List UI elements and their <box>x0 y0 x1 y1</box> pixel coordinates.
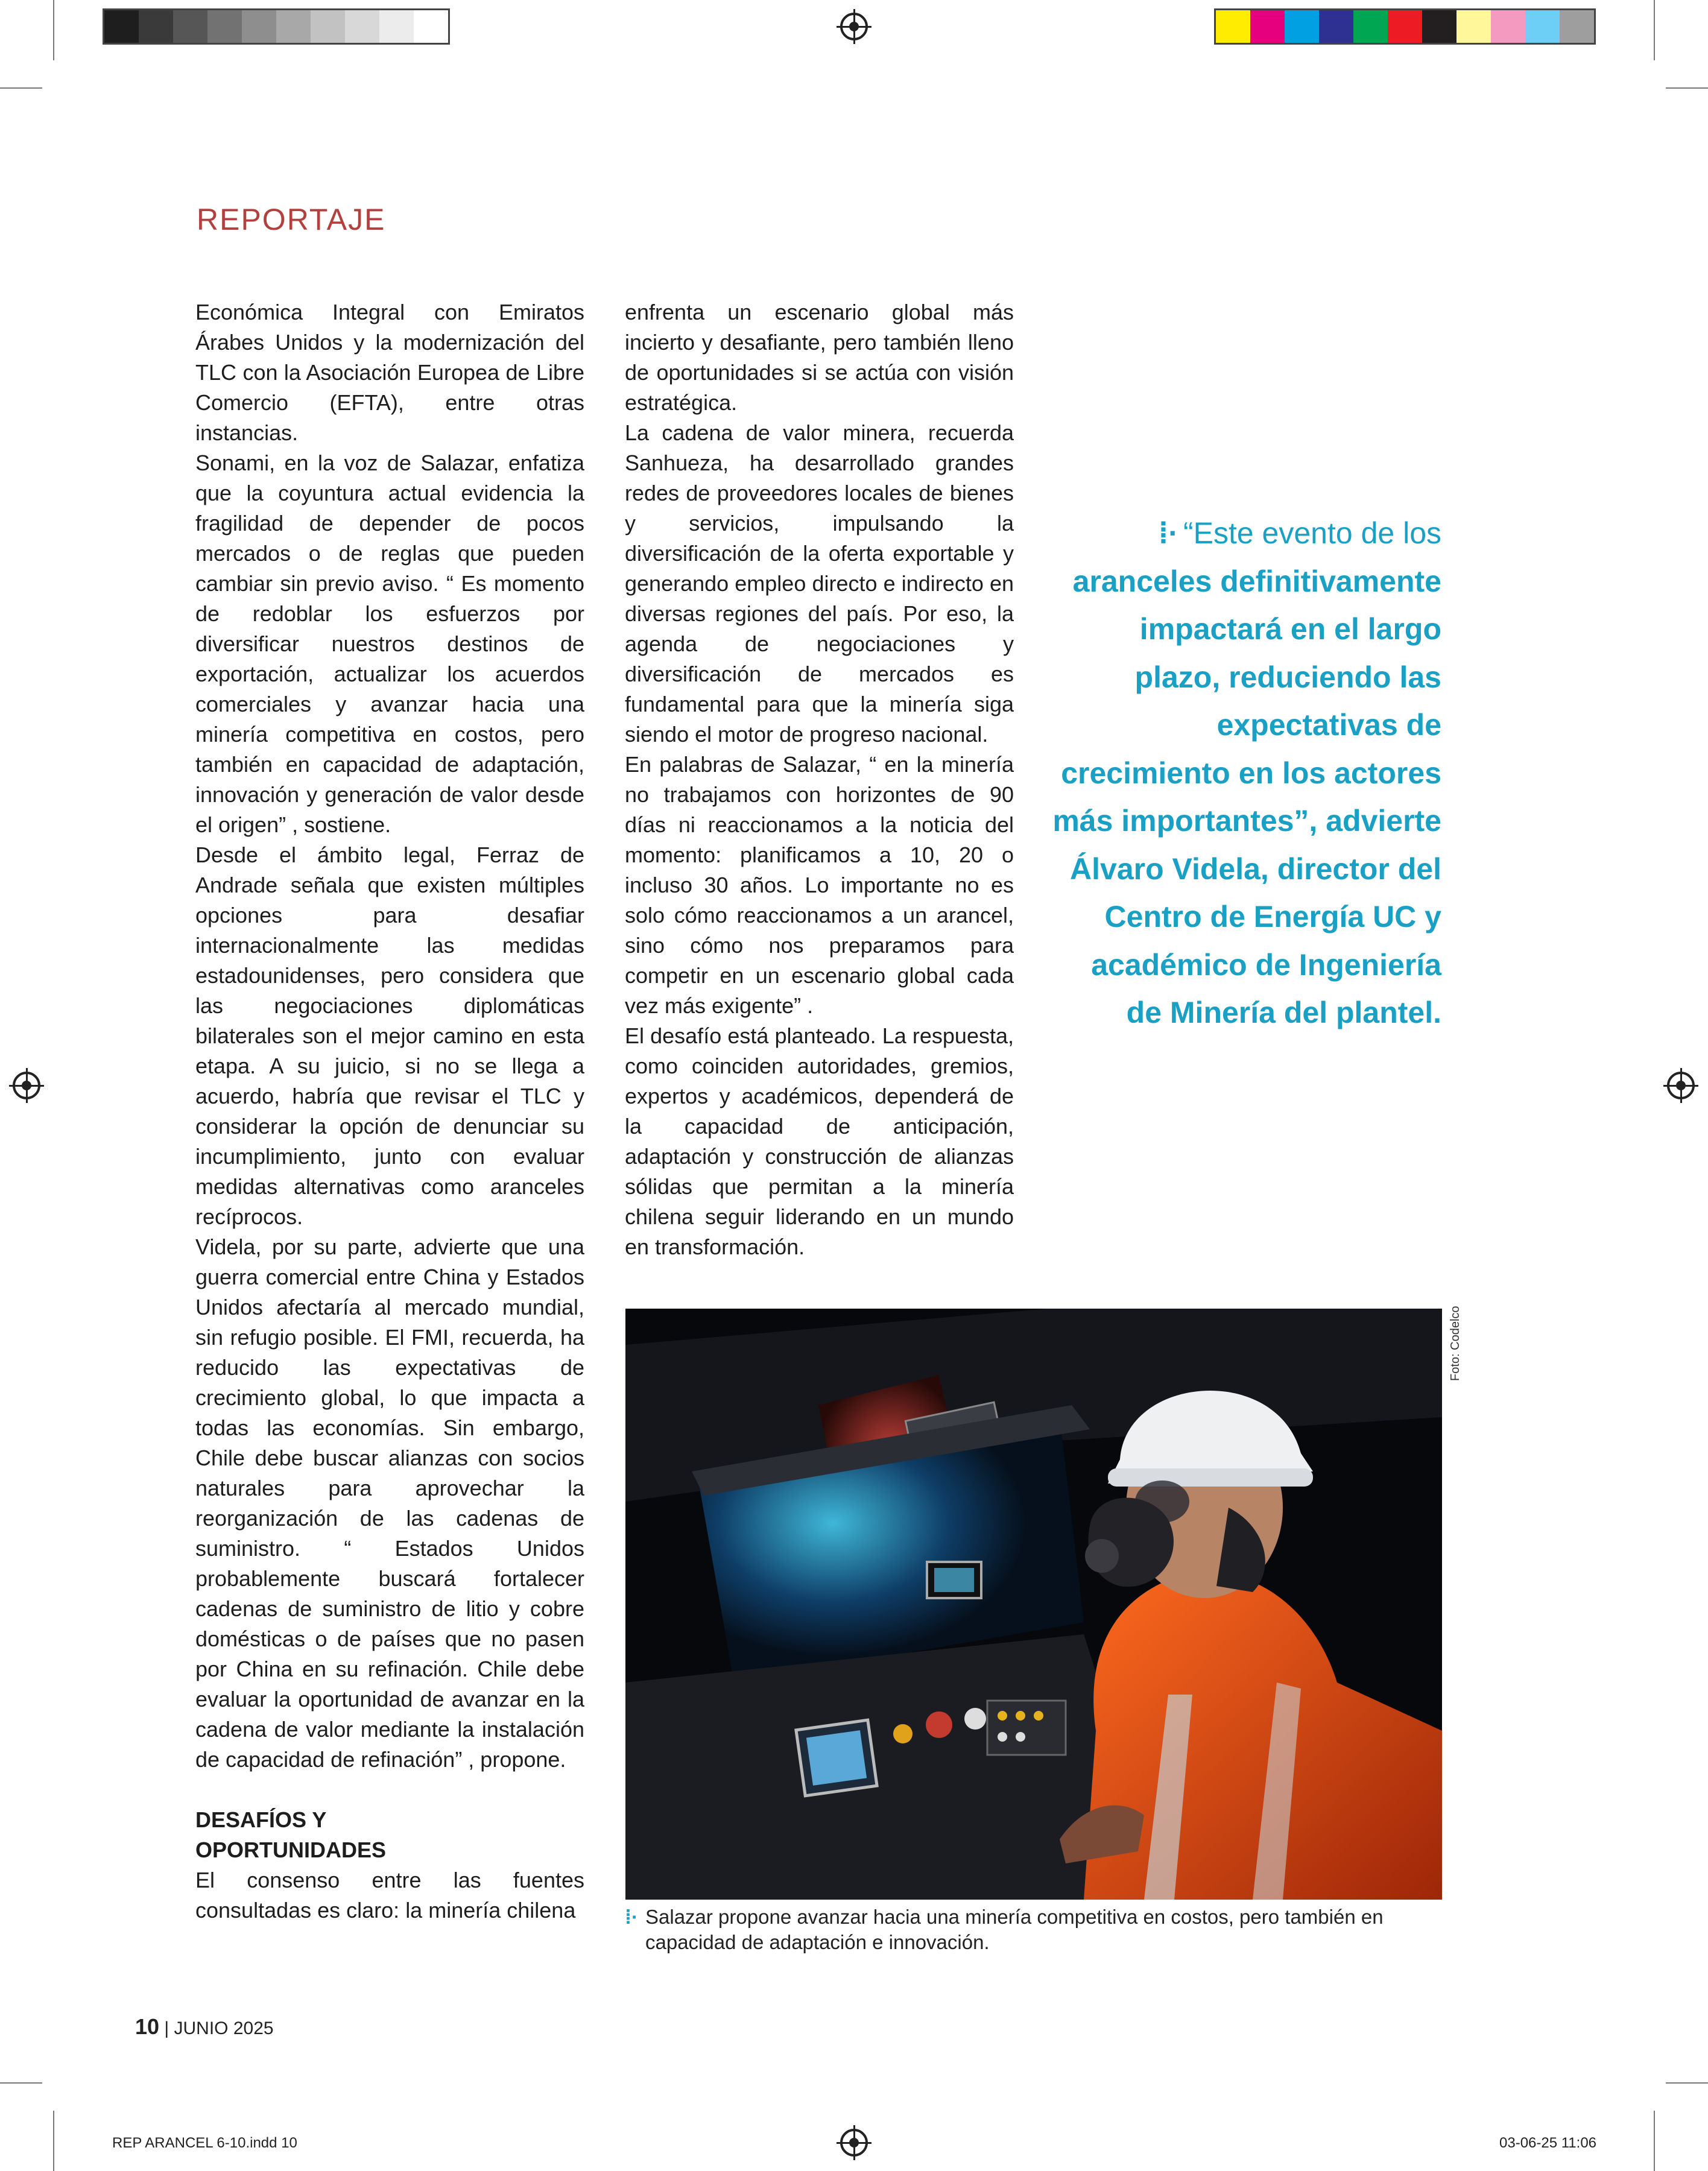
article-column-1 <box>195 297 584 1926</box>
paragraph: Videla, por su parte, advierte que una guerra comercial entre China y Estados Unidos afectaría al mercado mundial, sin refugio posible. El FMI, recuerda, ha reducido las expectativas de crecimiento global, lo que impacta a todas las economías. Sin embargo, Chile debe buscar alianzas con socios naturales para aprovechar la reorganización de las cadenas de suministro. “ Estados Unidos probablemente buscará fortalecer cadenas de suministro de litio y cobre domésticas o de países que no pasen por China en su refinación. Chile debe evaluar la oportunidad de avanzar en la cadena de valor mediante la instalación de capacidad de refinación” , propone. <box>195 1234 584 1772</box>
paragraph: El consenso entre las fuentes consultadas es claro: la minería chilena <box>195 1868 584 1923</box>
crop-mark <box>1654 2111 1655 2171</box>
crop-mark <box>1666 87 1708 89</box>
color-swatch <box>1525 10 1560 43</box>
crop-mark <box>53 2111 54 2171</box>
paragraph: El desafío está planteado. La respuesta, como coinciden autoridades, gremios, expertos y académicos, dependerá de la capacidad de anticipación, adaptación y construcción de alianzas sólidas que permitan a la minería chilena seguir liderando en un mundo en transformación. <box>625 1023 1014 1259</box>
crop-mark <box>0 2082 42 2084</box>
section-label: REPORTAJE <box>197 203 386 236</box>
paragraph: enfrenta un escenario global más incierto y desafiante, pero también lleno de oportunidades si se actúa con visión estratégica. <box>625 300 1014 415</box>
color-swatch <box>1491 10 1525 43</box>
color-swatch <box>104 10 139 43</box>
color-swatch <box>1560 10 1594 43</box>
slug-filename: REP ARANCEL 6-10.indd 10 <box>112 2135 297 2151</box>
crop-mark <box>1654 0 1655 60</box>
registration-mark-bottom <box>840 2129 868 2157</box>
color-swatch <box>207 10 242 43</box>
registration-mark-left <box>13 1072 40 1099</box>
quote-bullet-icon: ⁞· <box>1158 516 1178 550</box>
color-swatch <box>345 10 379 43</box>
grayscale-color-bar <box>103 8 450 45</box>
mining-operator-photo <box>625 1309 1442 1900</box>
subheading: DESAFÍOS Y OPORTUNIDADES <box>195 1807 387 1862</box>
color-swatch <box>139 10 173 43</box>
registration-mark-right <box>1667 1072 1695 1099</box>
paragraph: La cadena de valor minera, recuerda Sanhueza, ha desarrollado grandes redes de proveedores locales de bienes y servicios, impulsando la diversificación de la oferta exportable y generando empleo directo e indirecto en diversas regiones del país. Por eso, la agenda de negociaciones y diversificación de mercados es fundamental para que la minería siga siendo el motor de progreso nacional. <box>625 420 1014 747</box>
photo-credit: Foto: Codelco <box>1449 1306 1462 1381</box>
caption-text: Salazar propone avanzar hacia una minería competitiva en costos, pero también en capacidad de adaptación e innovación. <box>645 1906 1384 1953</box>
pull-quote <box>1049 510 1441 1037</box>
crop-mark <box>0 87 42 89</box>
photo-caption <box>625 1904 1445 1955</box>
page-folio: 10 | JUNIO 2025 <box>135 2014 274 2039</box>
pull-quote-lead: “Este evento de los <box>1183 516 1441 550</box>
color-swatch <box>1319 10 1353 43</box>
issue-date: JUNIO 2025 <box>174 2018 274 2038</box>
color-swatch <box>379 10 414 43</box>
paragraph: Económica Integral con Emiratos Árabes Unidos y la modernización del TLC con la Asociación Europea de Libre Comercio (EFTA), entre otras instancias. <box>195 300 584 445</box>
paragraph: En palabras de Salazar, “ en la minería no trabajamos con horizontes de 90 días ni reaccionamos a la noticia del momento: planificamos a 10, 20 o incluso 30 años. Lo importante no es solo cómo reaccionamos a un arancel, sino cómo nos preparamos para competir en un escenario global cada vez más exigente” . <box>625 752 1014 1018</box>
pull-quote-body: aranceles definitivamente impactará en el largo plazo, reduciendo las expectativas de crecimiento en los actores más importantes”, advierte Álvaro Videla, director del Centro de Energía UC y académico de Ingeniería de Minería del plantel. <box>1052 564 1441 1029</box>
crop-mark <box>53 0 54 60</box>
color-swatch <box>311 10 345 43</box>
paragraph: Sonami, en la voz de Salazar, enfatiza que la coyuntura actual evidencia la fragilidad de depender de pocos mercados o de reglas que pueden cambiar sin previo aviso. “ Es momento de redoblar los esfuerzos por diversificar nuestros destinos de exportación, actualizar los acuerdos comerciales y avanzar hacia una minería competitiva en costos, pero también en capacidad de adaptación, innovación y generación de valor desde el origen” , sostiene. <box>195 450 584 837</box>
color-swatch <box>242 10 276 43</box>
color-swatch <box>276 10 311 43</box>
registration-mark-top <box>840 13 868 40</box>
page-number: 10 <box>135 2014 160 2039</box>
color-swatch <box>1422 10 1457 43</box>
color-swatch <box>1216 10 1250 43</box>
crop-mark <box>1666 2082 1708 2084</box>
color-swatch <box>1388 10 1422 43</box>
slug-timestamp: 03-06-25 11:06 <box>1499 2135 1597 2151</box>
cmyk-color-bar <box>1214 8 1596 45</box>
article-column-2 <box>625 297 1014 1262</box>
caption-bullet-icon: ⁞· <box>625 1906 638 1928</box>
color-swatch <box>1457 10 1491 43</box>
color-swatch <box>1250 10 1285 43</box>
paragraph: Desde el ámbito legal, Ferraz de Andrade señala que existen múltiples opciones para desafiar internacionalmente las medidas estadounidenses, pero considera que las negociaciones diplomáticas bilaterales son el mejor camino en esta etapa. A su juicio, si no se llega a acuerdo, habría que revisar el TLC y considerar la opción de denunciar su incumplimiento, junto con evaluar medidas alternativas como aranceles recíprocos. <box>195 842 584 1229</box>
color-swatch <box>1285 10 1319 43</box>
color-swatch <box>1353 10 1388 43</box>
color-swatch <box>414 10 448 43</box>
color-swatch <box>173 10 207 43</box>
